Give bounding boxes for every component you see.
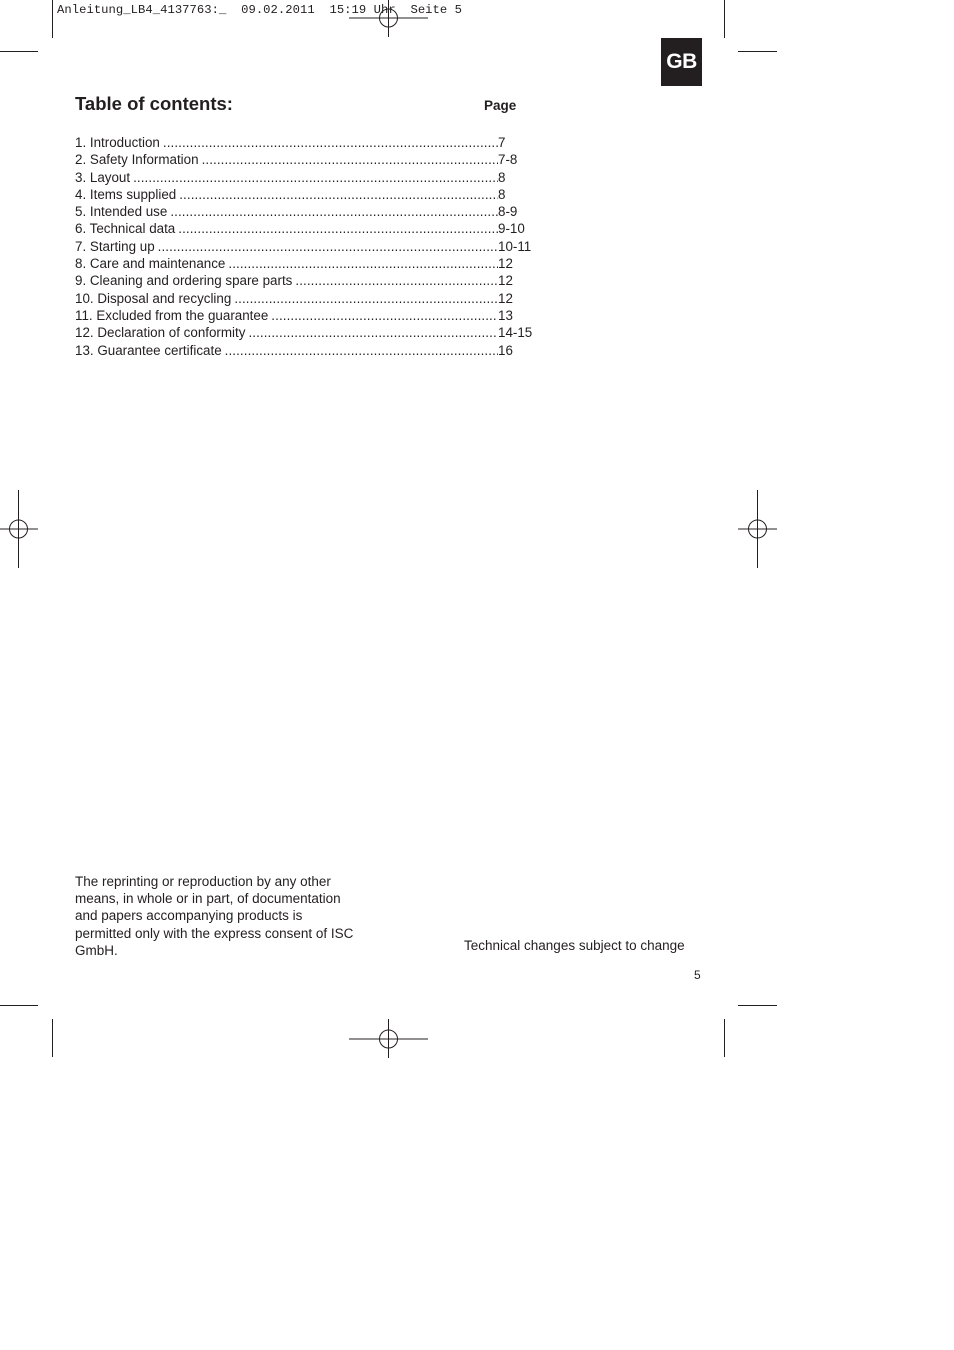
toc-dot-leader	[163, 134, 498, 151]
toc-dot-leader	[234, 290, 498, 307]
copyright-notice	[75, 873, 395, 959]
copyright-line: GmbH.	[75, 942, 118, 958]
crop-mark-top-right-h	[738, 51, 777, 52]
toc-entry-label: 13. Guarantee certificate	[75, 342, 222, 358]
toc-entry	[75, 169, 535, 186]
toc-dot-leader	[170, 203, 498, 220]
toc-entry-page: 7	[498, 135, 506, 150]
toc-entry	[75, 342, 535, 359]
toc-entry	[75, 290, 535, 307]
toc-dot-leader	[178, 220, 498, 237]
toc-entry-label: 5. Intended use	[75, 204, 168, 220]
toc-entry-page: 7-8	[498, 152, 518, 168]
registration-mark-left-icon	[0, 490, 38, 568]
toc-entry	[75, 238, 535, 255]
registration-mark-bottom-icon	[349, 1019, 428, 1058]
toc-entry	[75, 186, 535, 203]
toc-entry-label: 6. Technical data	[75, 221, 176, 237]
toc-entry-label: 12. Declaration of conformity	[75, 325, 246, 341]
toc-dot-leader	[248, 324, 498, 341]
toc-entry-label: 7. Starting up	[75, 238, 155, 254]
toc-entry-label: 1. Introduction	[75, 135, 160, 150]
copyright-line: The reprinting or reproduction by any other	[75, 874, 331, 889]
toc-dot-leader	[228, 255, 498, 272]
toc-dot-leader	[202, 151, 498, 168]
toc-entry	[75, 134, 535, 151]
registration-mark-right-icon	[738, 490, 777, 568]
toc-list	[75, 134, 535, 359]
toc-entry	[75, 151, 535, 168]
print-slug: Anleitung_LB4_4137763:_ 09.02.2011 15:19 Uhr Seite 5	[57, 3, 463, 17]
toc-entry-page: 14-15	[498, 325, 533, 341]
toc-entry-page: 12	[498, 256, 513, 272]
copyright-line: permitted only with the express consent of ISC	[75, 925, 354, 941]
toc-entry	[75, 255, 535, 272]
registration-mark-top-icon	[349, 0, 428, 37]
toc-entry-page: 12	[498, 290, 513, 306]
page-number: 5	[694, 968, 701, 982]
toc-dot-leader	[133, 169, 498, 186]
toc-entry-label: 8. Care and maintenance	[75, 256, 226, 272]
language-badge: GB	[661, 38, 702, 86]
toc-entry-page: 8-9	[498, 204, 518, 220]
changes-note: Technical changes subject to change	[464, 938, 685, 953]
crop-mark-top-left-h	[0, 51, 38, 52]
toc-entry-page: 12	[498, 273, 513, 289]
crop-mark-bottom-right-h	[738, 1005, 777, 1006]
toc-entry-label: 11. Excluded from the guarantee	[75, 307, 269, 323]
toc-entry-page: 10-11	[498, 238, 532, 254]
toc-entry-label: 9. Cleaning and ordering spare parts	[75, 273, 293, 289]
toc-dot-leader	[271, 307, 498, 324]
toc-entry	[75, 272, 535, 289]
toc-dot-leader	[158, 238, 498, 255]
toc-entry	[75, 203, 535, 220]
copyright-line: means, in whole or in part, of documentation	[75, 891, 341, 907]
toc-entry-page: 8	[498, 186, 506, 202]
crop-mark-bottom-right-v	[724, 1019, 725, 1057]
toc-entry-label: 4. Items supplied	[75, 186, 177, 202]
toc-entry-page: 16	[498, 342, 513, 358]
toc-entry	[75, 307, 535, 324]
toc-entry-page: 13	[498, 307, 513, 323]
toc-entry-label: 10. Disposal and recycling	[75, 290, 232, 306]
toc-entry-label: 3. Layout	[75, 169, 131, 185]
crop-mark-top-left-v	[52, 0, 53, 38]
toc-page-header: Page	[484, 98, 517, 113]
toc-entry-page: 8	[498, 169, 506, 185]
toc-entry-page: 9-10	[498, 221, 525, 237]
toc-dot-leader	[225, 342, 498, 359]
toc-entry	[75, 220, 535, 237]
toc-entry	[75, 324, 535, 341]
crop-mark-bottom-left-h	[0, 1005, 38, 1006]
crop-mark-bottom-left-v	[52, 1019, 53, 1057]
toc-dot-leader	[295, 272, 498, 289]
copyright-line: and papers accompanying products is	[75, 908, 303, 924]
toc-entry-label: 2. Safety Information	[75, 152, 199, 168]
crop-mark-top-right-v	[724, 0, 725, 38]
toc-title: Table of contents:	[75, 93, 233, 114]
toc-dot-leader	[179, 186, 498, 203]
